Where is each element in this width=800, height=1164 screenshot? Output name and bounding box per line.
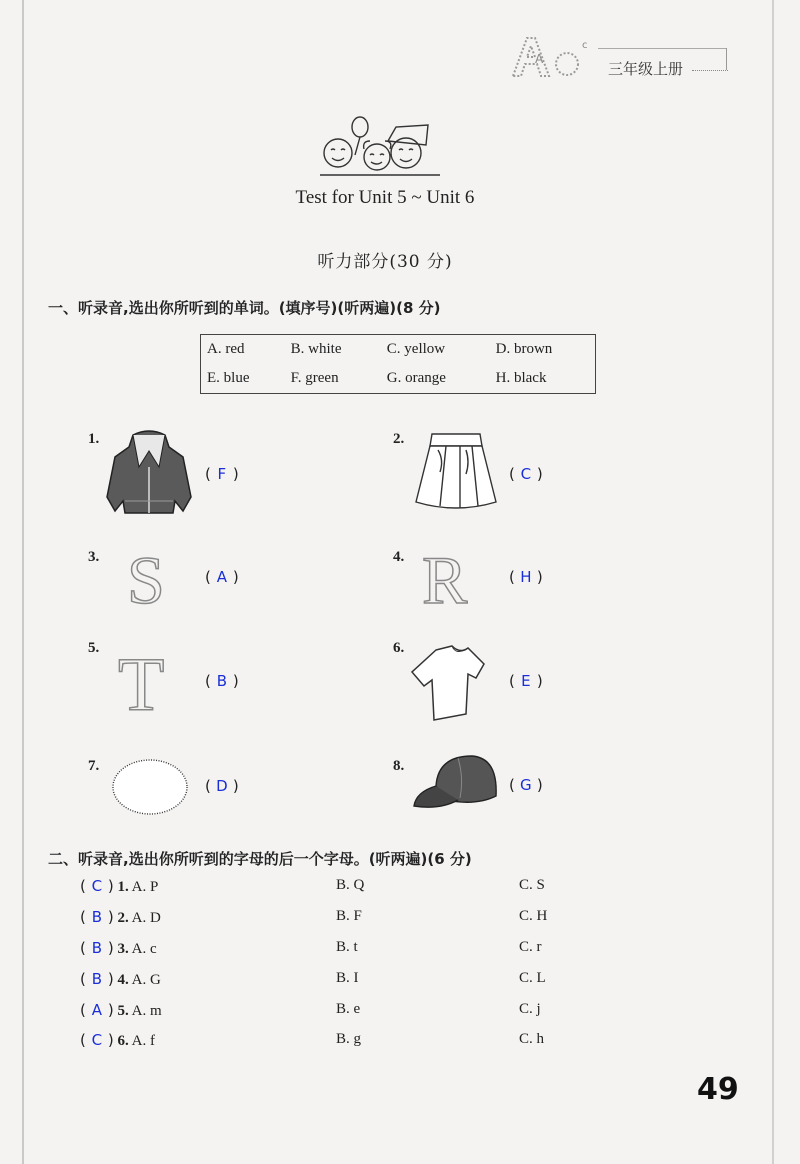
answer-text: B	[91, 939, 102, 957]
choice-b: B. Q	[336, 877, 365, 893]
item-number: 8.	[393, 758, 405, 774]
choice-b: B. I	[336, 970, 359, 986]
answer-text: C	[520, 465, 532, 483]
choice-a: A. D	[131, 910, 161, 926]
choice-c: C. r	[519, 939, 542, 955]
list-item: ( B ) 3. A. c	[80, 939, 157, 957]
t-shirt-icon	[408, 636, 498, 726]
choice-c: C. L	[519, 970, 546, 986]
ab-logo	[505, 30, 600, 82]
list-item: ( A ) 5. A. m	[80, 1001, 162, 1019]
choice-c: C. S	[519, 877, 545, 893]
answer-text: H	[520, 568, 532, 586]
choice-c: C. H	[519, 908, 548, 924]
option-cell: F. green	[290, 370, 339, 386]
item-number: 4.	[393, 549, 405, 565]
answer-text: B	[91, 908, 102, 926]
item-number: 3.	[88, 549, 100, 565]
list-item: ( B ) 2. A. D	[80, 908, 161, 926]
choice-b: B. g	[336, 1031, 362, 1047]
row-number: 2.	[117, 910, 129, 926]
item-number: 2.	[393, 431, 405, 447]
list-item: ( C ) 1. A. P	[80, 877, 159, 895]
answer-text: C	[91, 877, 103, 895]
row-number: 1.	[117, 879, 129, 895]
choice-a: A. P	[131, 879, 159, 895]
item-number: 6.	[393, 640, 405, 656]
option-cell: C. yellow	[386, 341, 446, 357]
svg-text:R: R	[422, 545, 468, 609]
answer-text: C	[91, 1031, 103, 1049]
section-subtitle: 听力部分(30 分)	[317, 252, 453, 272]
jacket-icon	[103, 427, 195, 519]
answer-text: F	[217, 465, 227, 483]
option-cell: G. orange	[386, 370, 446, 386]
choice-a: A. m	[131, 1003, 162, 1019]
page-border-left	[22, 0, 24, 1164]
choice-c: C. h	[519, 1031, 545, 1047]
choice-b: B. t	[336, 939, 358, 955]
list-item: ( B ) 4. A. G	[80, 970, 161, 988]
answer-text: E	[521, 672, 531, 690]
word-options-table	[200, 334, 596, 394]
item-5-answer: ( B )	[205, 672, 239, 690]
list-item: ( C ) 6. A. f	[80, 1031, 155, 1049]
choice-b: B. F	[336, 908, 362, 924]
oval-icon	[110, 757, 190, 817]
choice-a: A. f	[131, 1033, 155, 1049]
choice-a: A. c	[131, 941, 157, 957]
item-number: 1.	[88, 431, 100, 447]
item-7-answer: ( D )	[205, 777, 239, 795]
item-6-answer: ( E )	[509, 672, 543, 690]
row-number: 3.	[117, 941, 129, 957]
svg-text:T: T	[118, 644, 165, 716]
answer-text: A	[91, 1001, 102, 1019]
item-number: 7.	[88, 758, 100, 774]
skirt-icon	[410, 428, 500, 514]
grade-dotted-line	[692, 70, 728, 71]
svg-text:S: S	[127, 545, 165, 609]
letter-r-outline	[422, 545, 484, 609]
logo-letter: A	[535, 52, 544, 66]
grade-label: 三年级上册	[608, 60, 684, 78]
page-border-right	[772, 0, 774, 1164]
page-number: 49	[697, 1072, 739, 1107]
choice-a: A. G	[131, 972, 161, 988]
item-1-answer: ( F )	[205, 465, 239, 483]
header-rule-vertical	[726, 48, 727, 70]
letter-s-outline	[125, 545, 175, 609]
answer-text: D	[216, 777, 228, 795]
item-number: 5.	[88, 640, 100, 656]
row-number: 6.	[117, 1033, 129, 1049]
choice-c: C. j	[519, 1001, 541, 1017]
kids-illustration	[300, 115, 460, 187]
option-cell: E. blue	[207, 370, 250, 386]
row-number: 5.	[117, 1003, 129, 1019]
part2-heading: 二、听录音,选出你所听到的字母的后一个字母。(听两遍)(6 分)	[48, 850, 472, 868]
option-cell: B. white	[290, 341, 342, 357]
answer-text: B	[216, 672, 227, 690]
svg-text:c: c	[582, 40, 588, 51]
item-2-answer: ( C )	[509, 465, 543, 483]
option-cell: H. black	[495, 370, 547, 386]
letter-t-outline	[118, 644, 180, 716]
option-cell: D. brown	[495, 341, 553, 357]
part1-heading: 一、听录音,选出你所听到的单词。(填序号)(听两遍)(8 分)	[48, 299, 441, 317]
choice-b: B. e	[336, 1001, 361, 1017]
header-rule	[598, 48, 726, 49]
answer-text: B	[91, 970, 102, 988]
cap-icon	[408, 752, 500, 816]
table-row	[201, 364, 596, 394]
item-4-answer: ( H )	[509, 568, 543, 586]
row-number: 4.	[117, 972, 129, 988]
item-3-answer: ( A )	[205, 568, 239, 586]
page-title: Test for Unit 5 ~ Unit 6	[295, 187, 475, 208]
table-row	[201, 335, 596, 365]
answer-text: A	[216, 568, 227, 586]
option-cell: A. red	[207, 341, 245, 357]
item-8-answer: ( G )	[509, 776, 543, 794]
answer-text: G	[520, 776, 532, 794]
